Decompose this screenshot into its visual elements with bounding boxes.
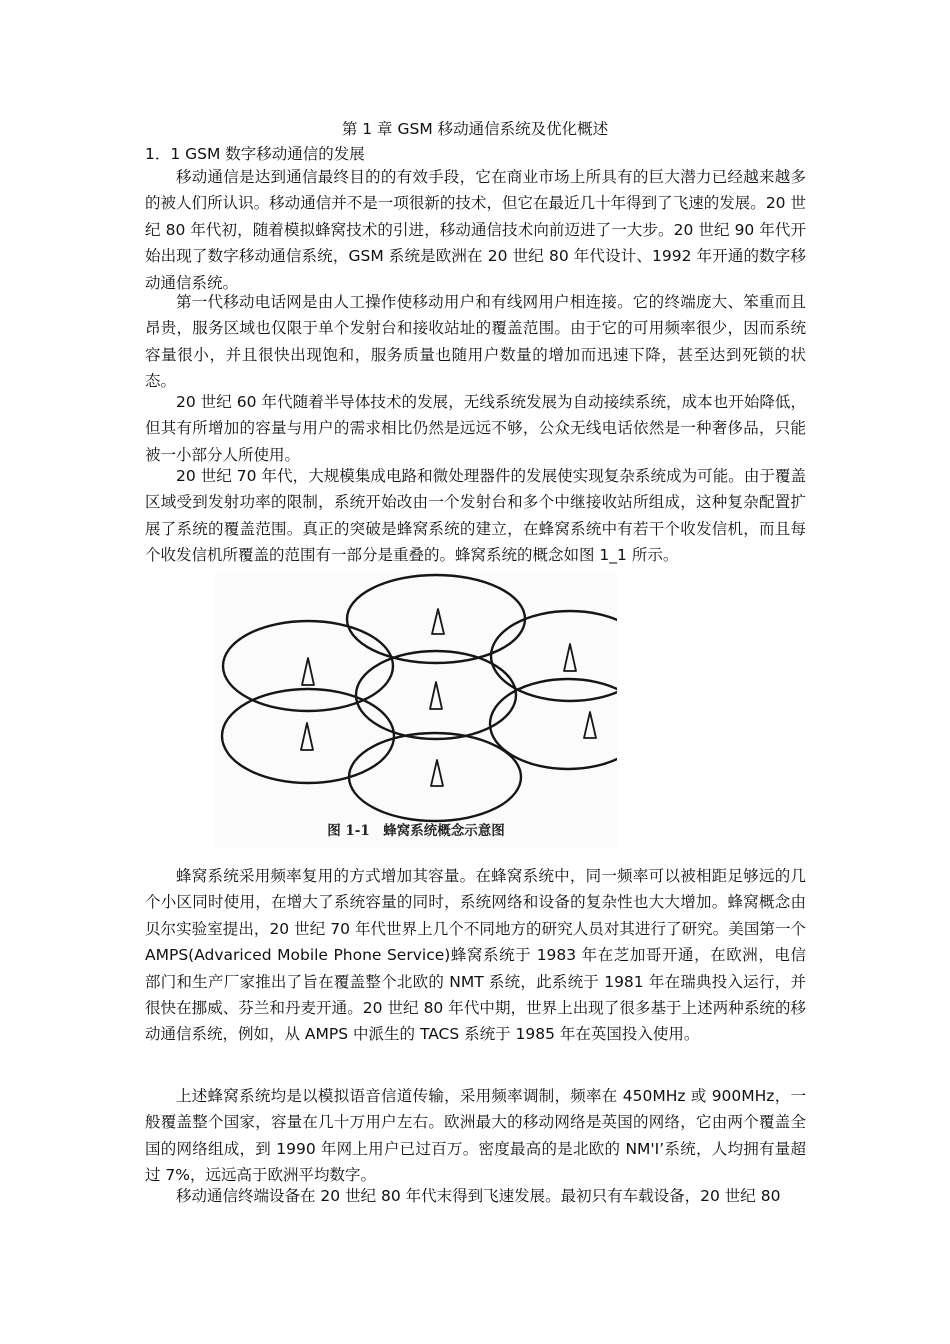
- chapter-title: 第 1 章 GSM 移动通信系统及优化概述: [341, 120, 609, 138]
- section-heading: 1．1 GSM 数字移动通信的发展: [145, 145, 365, 163]
- paragraph-5: 蜂窝系统采用频率复用的方式增加其容量。在蜂窝系统中，同一频率可以被相距足够远的几个小区同时使用，在增大了系统容量的同时，系统网络和设备的复杂性也大大增加。蜂窝概念由贝尔实验室提出，20 世纪 70 年代世界上几个不同地方的研究人员对其进行了研究。美国第一个 AMPS(Advariced Mobile Phone Service)蜂窝系统于 1983 年在芝加哥开通，在欧洲，电信部门和生产厂家推出了旨在覆盖整个北欧的 NMT 系统，此系统于 1981 年在瑞典投入运行，并很快在挪威、芬兰和丹麦开通。20 世纪 80 年代中期，世界上出现了很多基于上述两种系统的移动通信系统，例如，从 AMPS 中派生的 TACS 系统于 1985 年在英国投入使用。: [145, 867, 806, 1044]
- paragraph-1: 移动通信是达到通信最终目的的有效手段，它在商业市场上所具有的巨大潜力已经越来越多的被人们所认识。移动通信并不是一项很新的技术，但它在最近几十年得到了飞速的发展。20 世纪 80 年代初，随着模拟蜂窝技术的引进，移动通信技术向前迈进了一大步。20 世纪 90 年代开始出现了数字移动通信系统，GSM 系统是欧洲在 20 世纪 80 年代设计、1992 年开通的数字移动通信系统。: [145, 168, 806, 292]
- paragraph-4: 20 世纪 70 年代，大规模集成电路和微处理器件的发展使实现复杂系统成为可能。由于覆盖区域受到发射功率的限制，系统开始改由一个发射台和多个中继接收站所组成，这种复杂配置扩展了系统的覆盖范围。真正的突破是蜂窝系统的建立，在蜂窝系统中有若干个收发信机，而且每个收发信机所覆盖的范围有一部分是重叠的。蜂窝系统的概念如图 1_1 所示。: [145, 467, 806, 565]
- paragraph-2: 第一代移动电话网是由人工操作使移动用户和有线网用户相连接。它的终端庞大、笨重而且昂贵，服务区域也仅限于单个发射台和接收站址的覆盖范围。由于它的可用频率很少，因而系统容量很小，并且很快出现饱和，服务质量也随用户数量的增加而迅速下降，甚至达到死锁的状态。: [145, 293, 806, 391]
- paragraph-7: 移动通信终端设备在 20 世纪 80 年代末得到飞速发展。最初只有车载设备，20 世纪 80: [176, 1187, 781, 1205]
- paragraph-6: 上述蜂窝系统均是以模拟语音信道传输，采用频率调制，频率在 450MHz 或 900MHz，一般覆盖整个国家，容量在几十万用户左右。欧洲最大的移动网络是英国的网络，它由两个覆盖全国的网络组成，到 1990 年网上用户已过百万。密度最高的是北欧的 NM'I’系统，人均拥有量超过 7%，远远高于欧洲平均数字。: [145, 1087, 806, 1185]
- figure-caption: 图 1-1 蜂窝系统概念示意图: [327, 823, 505, 839]
- cellular-concept-figure: [215, 572, 617, 848]
- paragraph-3: 20 世纪 60 年代随着半导体技术的发展，无线系统发展为自动接续系统，成本也开始降低，但其有所增加的容量与用户的需求相比仍然是远远不够，公众无线电话依然是一种奢侈品，只能被一小部分人所使用。: [145, 393, 806, 464]
